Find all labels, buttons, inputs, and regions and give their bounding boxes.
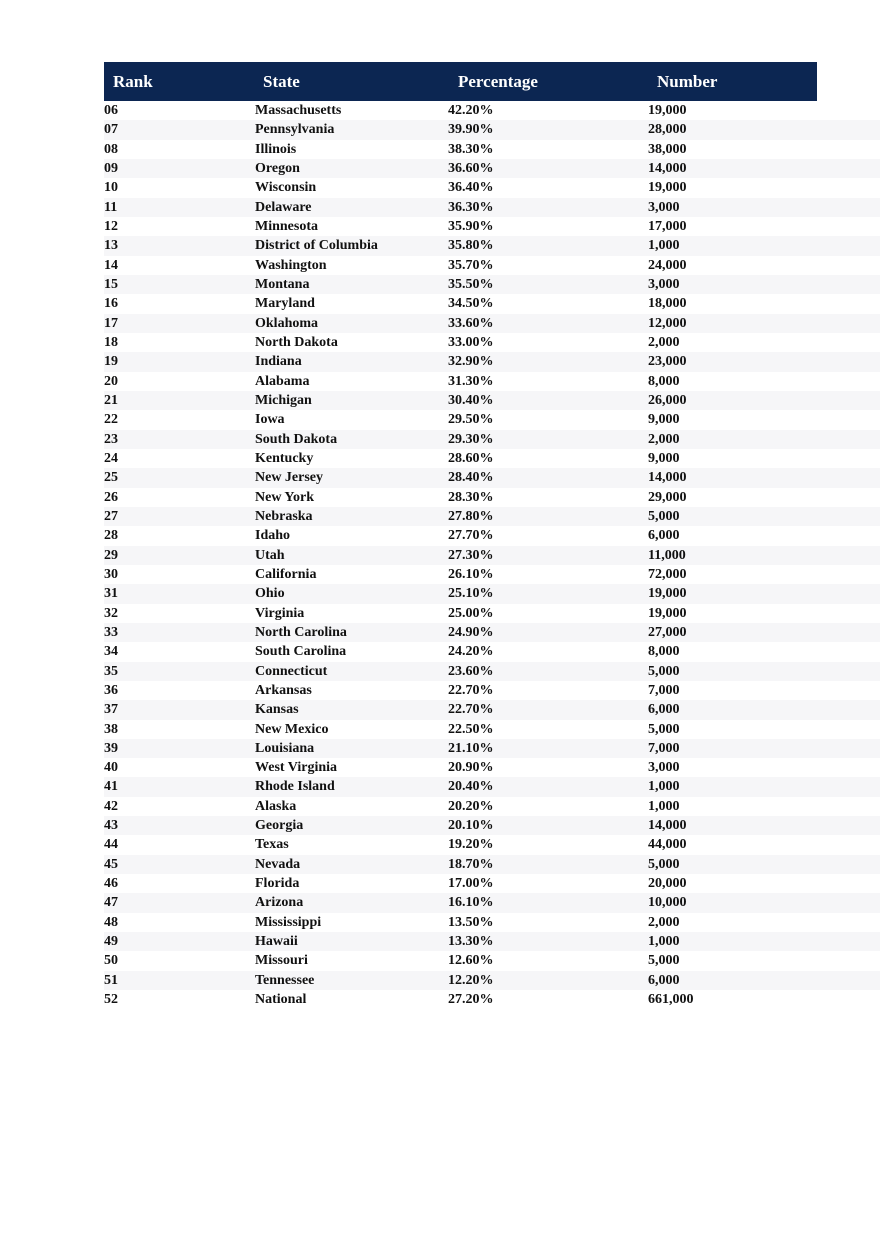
cell-state: Nevada	[255, 856, 301, 872]
cell-percentage: 20.10%	[448, 818, 494, 834]
table-row	[104, 662, 880, 681]
cell-number: 3,000	[648, 276, 680, 292]
cell-percentage: 26.10%	[448, 566, 494, 582]
cell-number: 24,000	[648, 257, 687, 273]
table-body	[104, 101, 880, 1009]
cell-rank: 18	[104, 334, 118, 350]
cell-percentage: 12.60%	[448, 953, 494, 969]
cell-rank: 50	[104, 953, 118, 969]
table-row	[104, 410, 880, 429]
cell-number: 7,000	[648, 682, 680, 698]
cell-number: 9,000	[648, 450, 680, 466]
cell-number: 44,000	[648, 837, 687, 853]
cell-state: District of Columbia	[255, 238, 378, 254]
cell-number: 3,000	[648, 760, 680, 776]
table-row	[104, 546, 880, 565]
cell-state: Tennessee	[255, 972, 315, 988]
cell-number: 6,000	[648, 702, 680, 718]
cell-number: 7,000	[648, 740, 680, 756]
cell-state: Arkansas	[255, 682, 312, 698]
cell-state: Georgia	[255, 818, 304, 834]
cell-percentage: 18.70%	[448, 856, 494, 872]
cell-rank: 38	[104, 721, 118, 737]
cell-state: Kentucky	[255, 450, 314, 466]
cell-percentage: 28.40%	[448, 470, 494, 486]
cell-percentage: 23.60%	[448, 663, 494, 679]
cell-rank: 37	[104, 702, 118, 718]
cell-number: 9,000	[648, 412, 680, 428]
cell-percentage: 36.40%	[448, 180, 494, 196]
cell-percentage: 34.50%	[448, 296, 494, 312]
cell-percentage: 33.00%	[448, 334, 494, 350]
table-row	[104, 178, 880, 197]
cell-state: Delaware	[255, 199, 312, 215]
cell-rank: 26	[104, 489, 118, 505]
cell-number: 14,000	[648, 818, 687, 834]
table-row	[104, 584, 880, 603]
cell-percentage: 31.30%	[448, 373, 494, 389]
cell-rank: 32	[104, 605, 118, 621]
cell-rank: 13	[104, 238, 118, 254]
table-row	[104, 372, 880, 391]
cell-rank: 19	[104, 354, 118, 370]
cell-number: 10,000	[648, 895, 687, 911]
table-header	[104, 62, 817, 101]
table-row	[104, 816, 880, 835]
table-row	[104, 874, 880, 893]
table-row	[104, 951, 880, 970]
cell-percentage: 25.10%	[448, 586, 494, 602]
cell-percentage: 35.90%	[448, 218, 494, 234]
cell-rank: 42	[104, 798, 118, 814]
cell-number: 5,000	[648, 508, 680, 524]
cell-rank: 06	[104, 103, 118, 118]
cell-number: 8,000	[648, 644, 680, 660]
cell-state: New Mexico	[255, 721, 329, 737]
cell-rank: 46	[104, 876, 118, 892]
table-row	[104, 758, 880, 777]
cell-percentage: 29.30%	[448, 431, 494, 447]
cell-number: 14,000	[648, 470, 687, 486]
cell-state: Maryland	[255, 296, 315, 312]
cell-state: Alaska	[255, 798, 297, 814]
cell-number: 8,000	[648, 373, 680, 389]
cell-state: Florida	[255, 876, 300, 892]
cell-rank: 34	[104, 644, 118, 660]
cell-state: South Dakota	[255, 431, 338, 447]
table-row	[104, 468, 880, 487]
cell-number: 2,000	[648, 334, 680, 350]
cell-rank: 43	[104, 818, 118, 834]
table-row	[104, 159, 880, 178]
cell-percentage: 25.00%	[448, 605, 494, 621]
table-row	[104, 488, 880, 507]
cell-number: 27,000	[648, 624, 687, 640]
table-row	[104, 700, 880, 719]
cell-state: Virginia	[255, 605, 305, 621]
cell-percentage: 22.70%	[448, 682, 494, 698]
cell-rank: 33	[104, 624, 118, 640]
cell-percentage: 27.20%	[448, 992, 494, 1008]
cell-state: California	[255, 566, 317, 582]
table-row	[104, 797, 880, 816]
cell-state: Utah	[255, 547, 285, 563]
cell-percentage: 42.20%	[448, 103, 494, 118]
cell-percentage: 13.50%	[448, 914, 494, 930]
cell-state: Missouri	[255, 953, 308, 969]
cell-percentage: 32.90%	[448, 354, 494, 370]
cell-rank: 36	[104, 682, 118, 698]
cell-percentage: 13.30%	[448, 934, 494, 950]
cell-rank: 15	[104, 276, 118, 292]
cell-rank: 39	[104, 740, 118, 756]
cell-state: North Carolina	[255, 624, 347, 640]
cell-state: Kansas	[255, 702, 299, 718]
cell-percentage: 24.90%	[448, 624, 494, 640]
cell-number: 6,000	[648, 528, 680, 544]
cell-state: Montana	[255, 276, 310, 292]
cell-number: 20,000	[648, 876, 687, 892]
cell-number: 19,000	[648, 605, 687, 621]
cell-number: 2,000	[648, 431, 680, 447]
cell-state: Wisconsin	[255, 180, 317, 196]
cell-number: 5,000	[648, 663, 680, 679]
cell-number: 18,000	[648, 296, 687, 312]
cell-state: National	[255, 992, 307, 1008]
cell-state: Idaho	[255, 528, 291, 544]
column-header-rank: Rank	[113, 72, 153, 91]
cell-rank: 14	[104, 257, 118, 273]
cell-percentage: 36.60%	[448, 160, 494, 176]
cell-number: 1,000	[648, 934, 680, 950]
table-row	[104, 449, 880, 468]
table-row	[104, 430, 880, 449]
cell-number: 38,000	[648, 141, 687, 157]
cell-percentage: 21.10%	[448, 740, 494, 756]
cell-state: South Carolina	[255, 644, 347, 660]
cell-number: 23,000	[648, 354, 687, 370]
table-row	[104, 565, 880, 584]
cell-rank: 08	[104, 141, 118, 157]
cell-rank: 31	[104, 586, 118, 602]
cell-rank: 35	[104, 663, 118, 679]
cell-state: Alabama	[255, 373, 310, 389]
table-row	[104, 971, 880, 990]
cell-number: 19,000	[648, 103, 687, 118]
cell-state: Illinois	[255, 141, 297, 157]
cell-rank: 23	[104, 431, 118, 447]
table-row	[104, 681, 880, 700]
table-row	[104, 932, 880, 951]
cell-number: 3,000	[648, 199, 680, 215]
table-row	[104, 777, 880, 796]
cell-rank: 07	[104, 122, 118, 138]
table-row	[104, 893, 880, 912]
cell-number: 72,000	[648, 566, 687, 582]
cell-rank: 41	[104, 779, 118, 795]
cell-rank: 47	[104, 895, 118, 911]
table-row	[104, 623, 880, 642]
cell-state: Mississippi	[255, 914, 322, 930]
cell-percentage: 22.70%	[448, 702, 494, 718]
cell-state: New York	[255, 489, 314, 505]
cell-state: Arizona	[255, 895, 304, 911]
cell-rank: 27	[104, 508, 118, 524]
cell-rank: 44	[104, 837, 118, 853]
cell-rank: 40	[104, 760, 118, 776]
column-header-number: Number	[657, 72, 718, 91]
table-row	[104, 101, 880, 120]
cell-number: 11,000	[648, 547, 686, 563]
table-row	[104, 990, 880, 1009]
cell-state: Massachusetts	[255, 103, 342, 118]
cell-state: Rhode Island	[255, 779, 335, 795]
cell-percentage: 28.60%	[448, 450, 494, 466]
cell-rank: 12	[104, 218, 118, 234]
cell-percentage: 36.30%	[448, 199, 494, 215]
table-row	[104, 256, 880, 275]
cell-percentage: 27.30%	[448, 547, 494, 563]
cell-state: West Virginia	[255, 760, 338, 776]
cell-number: 14,000	[648, 160, 687, 176]
column-header-percentage: Percentage	[458, 72, 538, 91]
cell-rank: 11	[104, 199, 118, 215]
cell-number: 5,000	[648, 721, 680, 737]
table-row	[104, 835, 880, 854]
table-row	[104, 314, 880, 333]
cell-percentage: 20.90%	[448, 760, 494, 776]
cell-rank: 30	[104, 566, 118, 582]
cell-state: Michigan	[255, 392, 312, 408]
cell-state: Indiana	[255, 354, 302, 370]
column-header-state: State	[263, 72, 300, 91]
cell-number: 19,000	[648, 586, 687, 602]
cell-rank: 10	[104, 180, 118, 196]
cell-percentage: 35.50%	[448, 276, 494, 292]
cell-number: 28,000	[648, 122, 687, 138]
table-row	[104, 120, 880, 139]
cell-number: 661,000	[648, 992, 694, 1008]
table-row	[104, 604, 880, 623]
cell-state: Iowa	[255, 412, 285, 428]
cell-number: 19,000	[648, 180, 687, 196]
cell-percentage: 24.20%	[448, 644, 494, 660]
table-row	[104, 275, 880, 294]
cell-state: North Dakota	[255, 334, 338, 350]
cell-number: 1,000	[648, 779, 680, 795]
table-row	[104, 739, 880, 758]
cell-percentage: 16.10%	[448, 895, 494, 911]
cell-percentage: 30.40%	[448, 392, 494, 408]
cell-state: Washington	[255, 257, 327, 273]
cell-number: 5,000	[648, 856, 680, 872]
cell-rank: 52	[104, 992, 118, 1008]
cell-percentage: 33.60%	[448, 315, 494, 331]
cell-rank: 17	[104, 315, 118, 331]
cell-rank: 09	[104, 160, 118, 176]
cell-rank: 25	[104, 470, 118, 486]
cell-rank: 20	[104, 373, 118, 389]
cell-percentage: 20.40%	[448, 779, 494, 795]
table-row	[104, 913, 880, 932]
table-row	[104, 236, 880, 255]
cell-percentage: 35.80%	[448, 238, 494, 254]
cell-rank: 28	[104, 528, 118, 544]
table-row	[104, 333, 880, 352]
cell-percentage: 12.20%	[448, 972, 494, 988]
table-row	[104, 198, 880, 217]
cell-percentage: 27.80%	[448, 508, 494, 524]
cell-number: 2,000	[648, 914, 680, 930]
cell-rank: 21	[104, 392, 118, 408]
cell-percentage: 35.70%	[448, 257, 494, 273]
cell-number: 5,000	[648, 953, 680, 969]
cell-state: Oklahoma	[255, 315, 319, 331]
cell-number: 29,000	[648, 489, 687, 505]
cell-rank: 22	[104, 412, 118, 428]
table-row	[104, 140, 880, 159]
cell-state: Ohio	[255, 586, 285, 602]
table-row	[104, 642, 880, 661]
table-row	[104, 507, 880, 526]
cell-percentage: 28.30%	[448, 489, 494, 505]
cell-state: Louisiana	[255, 740, 315, 756]
data-table	[104, 62, 880, 1009]
cell-percentage: 20.20%	[448, 798, 494, 814]
cell-rank: 16	[104, 296, 118, 312]
table-row	[104, 294, 880, 313]
table-row	[104, 217, 880, 236]
cell-number: 17,000	[648, 218, 687, 234]
cell-percentage: 17.00%	[448, 876, 494, 892]
cell-state: Connecticut	[255, 663, 328, 679]
cell-number: 1,000	[648, 798, 680, 814]
table-row	[104, 720, 880, 739]
cell-number: 12,000	[648, 315, 687, 331]
cell-percentage: 29.50%	[448, 412, 494, 428]
cell-percentage: 38.30%	[448, 141, 494, 157]
cell-number: 26,000	[648, 392, 687, 408]
table-row	[104, 855, 880, 874]
cell-rank: 29	[104, 547, 118, 563]
cell-state: Minnesota	[255, 218, 318, 234]
cell-state: Texas	[255, 837, 289, 853]
cell-rank: 48	[104, 914, 118, 930]
cell-state: Nebraska	[255, 508, 313, 524]
cell-state: New Jersey	[255, 470, 324, 486]
cell-percentage: 39.90%	[448, 122, 494, 138]
cell-percentage: 19.20%	[448, 837, 494, 853]
cell-state: Pennsylvania	[255, 122, 335, 138]
cell-number: 6,000	[648, 972, 680, 988]
table-row	[104, 352, 880, 371]
cell-percentage: 27.70%	[448, 528, 494, 544]
cell-state: Hawaii	[255, 934, 298, 950]
cell-number: 1,000	[648, 238, 680, 254]
cell-rank: 49	[104, 934, 118, 950]
cell-state: Oregon	[255, 160, 300, 176]
table-row	[104, 526, 880, 545]
cell-rank: 24	[104, 450, 118, 466]
table-row	[104, 391, 880, 410]
cell-percentage: 22.50%	[448, 721, 494, 737]
cell-rank: 51	[104, 972, 118, 988]
cell-rank: 45	[104, 856, 118, 872]
